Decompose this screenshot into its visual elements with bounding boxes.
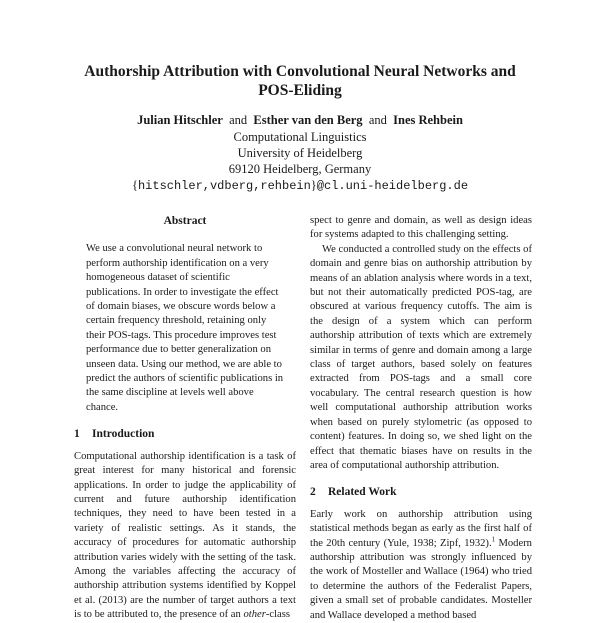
email-brace-close: } [310, 178, 317, 192]
related-work-paragraph [310, 508, 532, 623]
related-text: Early work on authorship attribution using statistical methods began as early as the first half of the 20th century (Yule, 1938; Zipf, 1932). [310, 508, 532, 549]
abstract-body: We use a convolutional neural network to perform authorship identification on a very homogeneous dataset of scientific publications. In order to investigate the effect of domain biases, we obscure words below a certain frequency threshold, retaining only their POS-tags. This procedure improves test performance due to better generalization on unseen data. Using our method, we are able to predict the authors of scientific publications in the same discipline at levels well above chance. [86, 243, 284, 413]
section-number: 2 [310, 486, 316, 499]
title-line-1: Authorship Attribution with Convolutional Neural Networks and [84, 63, 516, 80]
section-heading-introduction [74, 427, 296, 441]
left-column [74, 214, 296, 623]
intro-text-end: -class [265, 609, 290, 621]
affiliation-address: 69120 Heidelberg, Germany [228, 162, 372, 176]
affiliation-department: Computational Linguistics [233, 130, 367, 144]
affiliation-university: University of Heidelberg [237, 146, 363, 160]
author-emails [60, 177, 540, 194]
intro-text: Computational authorship identification is a task of great interest for many historical and forensic applications. In order to judge the applicability of current and future authorship identification techniques, they need to have been tested in a variety of realistic settings. As it stands, the accuracy of procedures for automatic authorship attribution varies widely with the setting of the task. Among the variables affecting the accuracy of authorship attribution systems identified by Koppel et al. (2013) are the number of target authors a text is to be attributed to, the presence of an [74, 450, 296, 621]
section-title: Introduction [92, 428, 155, 441]
author-name: Esther van den Berg [253, 113, 363, 127]
author-name: Ines Rehbein [393, 113, 463, 127]
section-heading-related-work [310, 485, 532, 499]
introduction-paragraph [74, 450, 296, 623]
author-conjunction: and [368, 113, 387, 127]
section-number: 1 [74, 428, 80, 441]
study-paragraph: We conducted a controlled study on the effects of domain and genre bias on authorship attribution by means of an ablation analysis where words in a text, but not their automatically predicted POS-tag, are obscured at various frequency cutoffs. The aim is the design of a system which can perform authorship attribution of texts which are extremely similar in terms of genre and domain among a large class of target authors, based solely on features extracted from POS-tags and a small core vocabulary. The central research question is how well computational authorship attribution works when based on purely stylometric (as opposed to content) features. In doing so, we shed light on the effect that thematic biases have on results in the area of computational authorship attribution. [310, 243, 532, 471]
paper-title [60, 62, 540, 100]
continued-paragraph: spect to genre and domain, as well as design ideas for systems adapted to this challenging setting. [310, 215, 532, 241]
email-brace-open: { [131, 178, 138, 192]
abstract-heading: Abstract [163, 215, 207, 227]
intro-italic-term: other [243, 609, 266, 621]
author-conjunction: and [229, 113, 248, 127]
right-column [310, 214, 532, 623]
related-text-end: Modern authorship attribution was strongly influenced by the work of Mosteller and Wallace (1964) who tried to determine the authors of the Federalist Papers, given a small set of probable candidates. Mosteller and Wallace developed a method based [310, 537, 532, 621]
footnote-mark: 1 [491, 535, 496, 543]
title-line-2: POS-Eliding [258, 82, 342, 99]
email-usernames: hitschler,vdberg,rehbein [137, 179, 311, 193]
author-list [60, 112, 540, 128]
author-name: Julian Hitschler [137, 113, 223, 127]
email-domain: @cl.uni-heidelberg.de [316, 179, 469, 193]
section-title: Related Work [328, 486, 397, 499]
